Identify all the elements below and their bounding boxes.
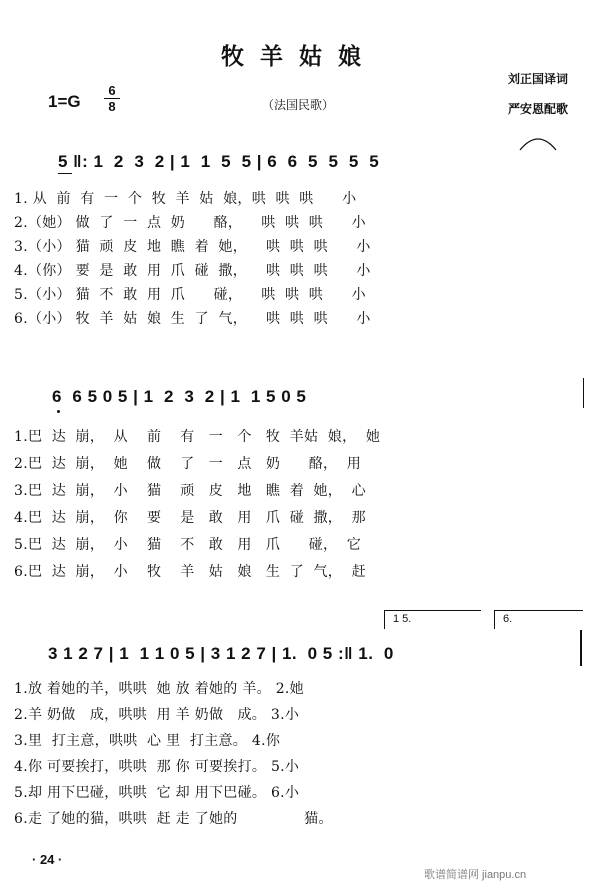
final-barline [580,630,582,666]
system1-notation: 5 ‖: 1 2 3 2 | 1 1 5 5 | 6 6 5 5 5 5 [58,152,380,171]
second-ending-label: 6. [503,613,513,625]
lyric-line: 3.里 打主意，哄哄 心 里 打主意。 4.你 [14,733,281,749]
arranger-credit: 严安恩配歌 [507,102,568,116]
system1-lyrics [14,188,371,332]
lyric-line: 1. 从 前 有 一 个 牧 羊 姑 娘，哄 哄 哄 小 [14,191,357,207]
lyric-line: 4.巴 达 崩， 你 要 是 敢 用 爪 碰 撒， 那 [14,510,366,526]
time-signature-bottom: 8 [108,99,116,114]
lyric-line: 5.却 用下巴碰，哄哄 它 却 用下巴碰。 6.小 [14,785,300,801]
slur-mark [518,130,558,152]
key-signature: 1=G [48,92,81,111]
lyric-line: 2.（她） 做 了 一 点 奶 酪， 哄 哄 哄 小 [14,215,366,231]
page-number: · 24 · [32,852,63,867]
lyric-line: 2.羊 奶做 成，哄哄 用 羊 奶做 成。 3.小 [14,707,300,723]
lyric-line: 4.你 可要挨打，哄哄 那 你 可要挨打。 5.小 [14,759,300,775]
lyric-line: 2.巴 达 崩， 她 做 了 一 点 奶 酪， 用 [14,456,362,472]
system2-lyrics [14,426,380,588]
lyric-line: 1.巴 达 崩， 从 前 有 一 个 牧 羊姑 娘， 她 [14,429,381,445]
time-signature-top: 6 [108,83,116,98]
lyric-line: 6.走 了她的猫，哄哄 赶 走 了她的 猫。 [14,811,333,827]
time-signature [104,84,120,113]
song-origin: （法国民歌） [262,98,335,112]
first-ending-bracket [384,610,481,629]
first-ending-label: 1 5. [393,613,412,625]
low-octave-dot [57,410,60,413]
watermark: 歌谱简谱网 jianpu.cn [424,869,527,881]
pickup-underline [58,173,72,174]
lyric-line: 5.（小） 猫 不 敢 用 爪 碰， 哄 哄 哄 小 [14,287,366,303]
lyric-line: 6.巴 达 崩， 小 牧 羊 姑 娘 生 了 气， 赶 [14,564,366,580]
system2-end-bar [583,378,584,408]
lyric-line: 6.（小） 牧 羊 姑 娘 生 了 气， 哄 哄 哄 小 [14,311,371,327]
lyric-line: 1.放 着她的羊，哄哄 她 放 着她的 羊。 2.她 [14,681,304,697]
lyric-line: 3.（小） 猫 顽 皮 地 瞧 着 她， 哄 哄 哄 小 [14,239,371,255]
system3-lyrics [14,678,333,834]
system2-notation: 6 6 5 0 5 | 1 2 3 2 | 1 1 5 0 5 [52,387,307,406]
lyric-line: 5.巴 达 崩， 小 猫 不 敢 用 爪 碰， 它 [14,537,362,553]
system3-notation: 3 1 2 7 | 1 1 1 0 5 | 3 1 2 7 | 1. 0 5 :‖ 1. 0 [48,644,394,663]
second-ending-bracket [494,610,583,629]
lyric-line: 3.巴 达 崩， 小 猫 顽 皮 地 瞧 着 她， 心 [14,483,366,499]
lyricist-credit: 刘正国译词 [507,72,568,86]
song-title: 牧羊姑娘 [221,43,377,70]
lyric-line: 4.（你） 要 是 敢 用 爪 碰 撒， 哄 哄 哄 小 [14,263,371,279]
